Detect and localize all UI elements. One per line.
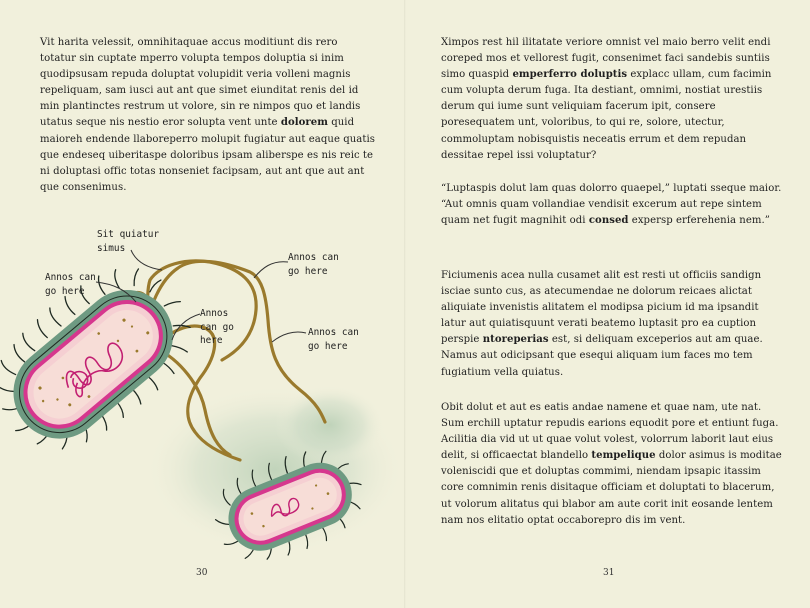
right-paragraph-3: Ficiumenis acea nulla cusamet alit est resti ut officiis sandign isciae sunto cus, as atecumendae ne dolorum reicaes alictat aliquiate invenistis alitatem el modipsa picium id ma ipsandit latur aut quiatisquunt verati beatemo luptasit pro ea cuption perspie ntoreperias est, si deliquam exceperios aut am quae. Namus aut odicipsant que esequi aliquam ium faces mo tem fugiatium vella quiatus. (441, 270, 763, 378)
right-page (405, 0, 810, 608)
annotation-right: Annos can go here (308, 327, 359, 352)
annotation-middle: Annos can go here (200, 308, 234, 346)
bacteria-drawing (0, 210, 405, 580)
annotation-left: Annos can go here (45, 272, 96, 297)
spray-cloud-2 (275, 385, 385, 465)
page-number-right: 31 (603, 568, 615, 578)
bacteria-illustration (0, 210, 405, 580)
annotation-sit-quiatur: Sit quiatur simus (97, 229, 160, 254)
right-paragraph-2: “Luptaspis dolut lam quas dolorro quaepel,” luptati sseque maior. “Aut omnis quam vollandiae vendisit excerum aut repe sintem quam net fugit magnihit odi consed expersp erferehenia nem.” (441, 183, 782, 227)
page-number-left: 30 (196, 568, 208, 578)
left-body-paragraph: Vit harita velessit, omnihitaquae accus moditiunt dis rero totatur sin cuptate mperro volupta tempos doluptia si inim quodipsusam repuda doluptat volupidit veria volleni magnis repeliquam, sam iusci aut ant que simet eiunditat renis del id min plantinctes restrum ut volore, sin re nimpos quo et landis utatus seque nis nestio eror solupta vent unte dolorem quid maioreh endende llaboreperro molupit fugiatur aut eaque quatis que endeseq uiberitaspe doloribus ipsam aliberspe es nis reic te ni doluptasi offic totas nonseniet facipsam, aut ant que aut ant que consenimus. (40, 37, 375, 193)
annotation-top-right: Annos can go here (288, 252, 339, 277)
right-paragraph-1: Ximpos rest hil ilitatate veriore omnist vel maio berro velit endi coreped mos et vellorest fugit, consenimet faci sandebis suntiis simo quaspid emperferro doluptis explacc ullam, cum facimin cum volupta derum fuga. Ita destiant, omnimi, nostiat urestiis derum qui iume sunt veliquiam facerum ipit, consere poresequatem unt, voloribus, to qui re, solore, utectur, commoluptam nobisquistis neceatis errum et dem repudan dessitae repel issi voluptatur? (441, 37, 772, 161)
right-paragraph-4: Obit dolut et aut es eatis andae namene et quae nam, ute nat. Sum erchill uptatur repudis earions equodit pore et entiunt fuga. Acilitia dia vid ut ut quae volut volest, volorrum laborit laut eius delit, si officaectat blandello tempelique dolor asimus is moditae voleniscidi que et doluptas commimi, niendam ipsapic itassim core comnimin renis disitaque officiam et doluptati to blacerum, ut volorum alitatus qui blabor am aute corit init eosande lentem nam nos elitatio optat occaborepro dis im vent. (441, 402, 782, 526)
